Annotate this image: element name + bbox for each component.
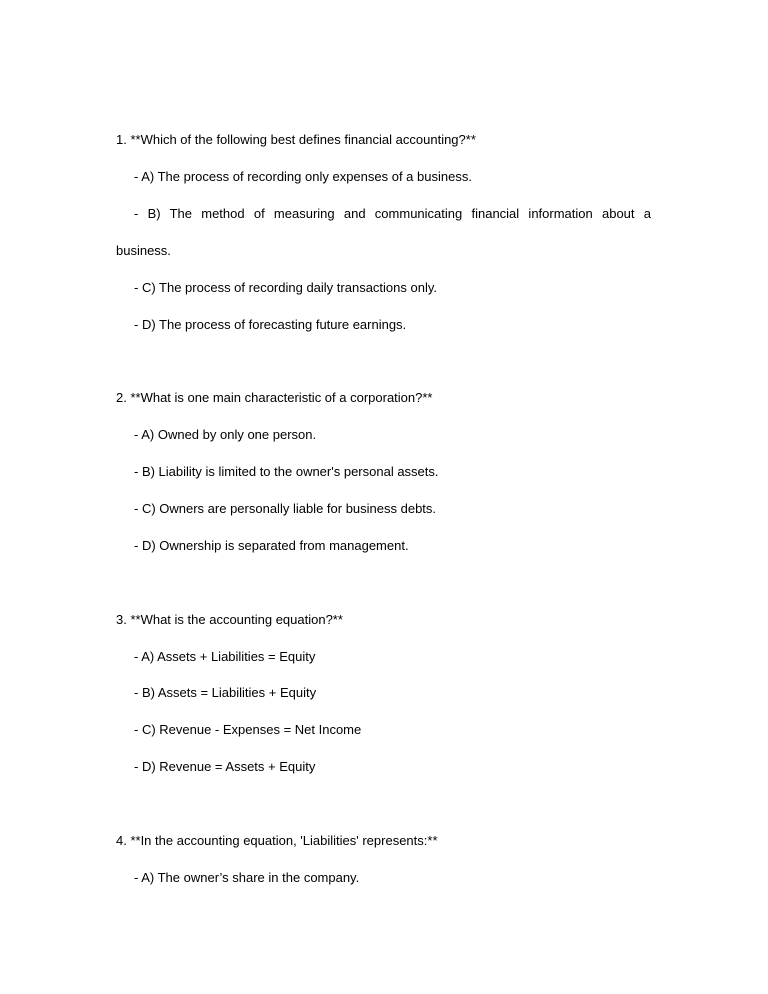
q1-option-a: - A) The process of recording only expenses of a business. [134, 169, 472, 184]
q1-option-d: - D) The process of forecasting future earnings. [134, 317, 407, 332]
q2-option-d: - D) Ownership is separated from management. [134, 538, 409, 553]
q1-option-b-continued: business. [116, 243, 171, 258]
question-4: 4. **In the accounting equation, 'Liabilities' represents:** [116, 833, 438, 848]
q2-option-b: - B) Liability is limited to the owner's personal assets. [134, 464, 439, 479]
q1-option-b: - B) The method of measuring and communicating financial information about a [134, 206, 651, 221]
q3-option-c: - C) Revenue - Expenses = Net Income [134, 722, 362, 737]
q3-option-a: - A) Assets + Liabilities = Equity [134, 649, 316, 664]
question-2: 2. **What is one main characteristic of a corporation?** [116, 390, 433, 405]
question-3: 3. **What is the accounting equation?** [116, 612, 343, 627]
question-1: 1. **Which of the following best defines financial accounting?** [116, 132, 476, 147]
q2-option-c: - C) Owners are personally liable for business debts. [134, 501, 437, 516]
q4-option-a: - A) The owner’s share in the company. [134, 870, 360, 885]
q1-option-c: - C) The process of recording daily transactions only. [134, 280, 437, 295]
q3-option-b: - B) Assets = Liabilities + Equity [134, 685, 317, 700]
q3-option-d: - D) Revenue = Assets + Equity [134, 759, 316, 774]
q2-option-a: - A) Owned by only one person. [134, 427, 317, 442]
